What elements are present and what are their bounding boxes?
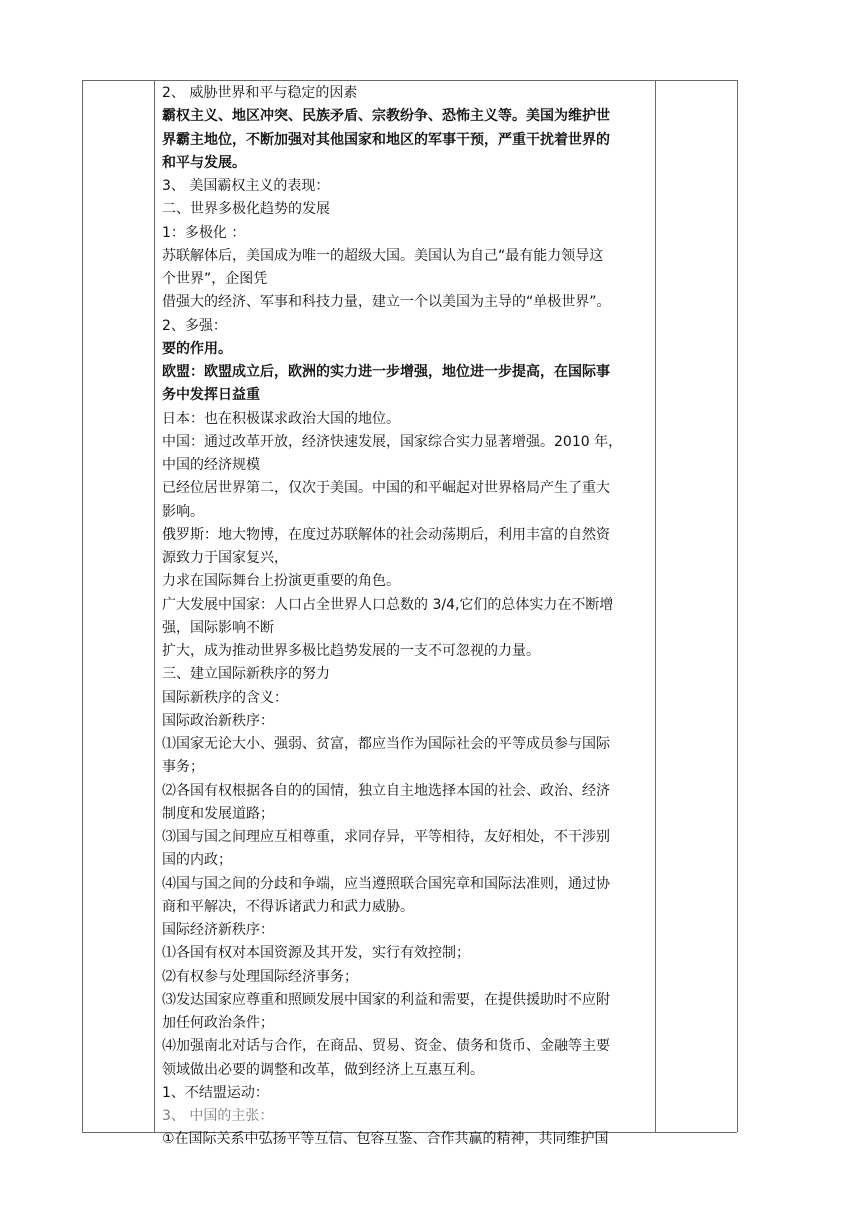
- text-line: 和平与发展。: [162, 154, 246, 171]
- text-line: ⑵各国有权根据各自的的国情，独立自主地选择本国的社会、政治、经济: [162, 782, 610, 799]
- text-line: 商和平解决，不得诉诸武力和武力威胁。: [162, 898, 414, 915]
- text-line: 制度和发展道路；: [162, 805, 274, 822]
- text-line: 国际政治新秩序：: [162, 712, 274, 729]
- text-line: 三、建立国际新秩序的努力: [162, 666, 330, 683]
- text-line: 国的内政；: [162, 852, 232, 869]
- text-line: 3、 中国的主张：: [162, 1108, 274, 1124]
- text-line: ①在国际关系中弘扬平等互信、包容互鉴、合作共赢的精神，共同维护国: [162, 1131, 609, 1148]
- text-line: 2、 威胁世界和平与稳定的因素: [162, 85, 358, 101]
- text-line: 源致力于国家复兴，: [162, 550, 288, 566]
- text-line: 影响。: [162, 503, 204, 520]
- text-line: ⑴各国有权对本国资源及其开发，实行有效控制；: [162, 945, 470, 962]
- text-line: 俄罗斯：地大物博，在度过苏联解体的社会动荡期后，利用丰富的自然资: [162, 526, 610, 543]
- text-line: 个世界”，企图凭: [162, 271, 268, 287]
- text-line: 3、 美国霸权主义的表现：: [162, 178, 330, 194]
- text-line: 领域做出必要的调整和改革，做到经济上互惠互利。: [162, 1061, 484, 1078]
- text-line: 欧盟：欧盟成立后，欧洲的实力进一步增强，地位进一步提高，在国际事: [162, 364, 610, 380]
- text-line: 要的作用。: [162, 340, 232, 357]
- text-line: 中国的经济规模: [162, 457, 260, 473]
- text-line: 广大发展中国家：人口占全世界人口总数的 3/4,它们的总体实力在不断增: [162, 596, 614, 613]
- text-line: 加任何政治条件；: [162, 1015, 274, 1031]
- table-content-cell: [162, 82, 650, 1152]
- text-line: ⑴国家无论大小、强弱、贫富，都应当作为国际社会的平等成员参与国际: [162, 736, 610, 752]
- text-line: 强，国际影响不断: [162, 619, 274, 636]
- text-line: 霸权主义、地区冲突、民族矛盾、宗教纷争、恐怖主义等。美国为维护世: [162, 108, 610, 125]
- table-top-border: [82, 80, 737, 81]
- text-line: ⑶发达国家应尊重和照顾发展中国家的利益和需要，在提供援助时不应附: [162, 991, 610, 1008]
- text-line: ⑷加强南北对话与合作，在商品、贸易、资金、债务和货币、金融等主要: [162, 1038, 610, 1055]
- text-line: 二、世界多极化趋势的发展: [162, 201, 330, 218]
- table-right-border: [737, 80, 738, 1132]
- text-line: ⑷国与国之间的分歧和争端，应当遵照联合国宪章和国际法准则，通过协: [162, 875, 610, 892]
- text-line: 中国：通过改革开放，经济快速发展，国家综合实力显著增强。2010 年，: [162, 433, 623, 450]
- text-line: 国际新秩序的含义：: [162, 689, 288, 706]
- text-line: 1、不结盟运动：: [162, 1084, 269, 1101]
- text-line: 苏联解体后，美国成为唯一的超级大国。美国认为自己“最有能力领导这: [162, 247, 604, 264]
- text-line: 借强大的经济、军事和科技力量，建立一个以美国为主导的“单极世界”。: [162, 294, 611, 311]
- text-line: 界霸主地位，不断加强对其他国家和地区的军事干预，严重干扰着世界的: [162, 131, 610, 148]
- text-line: 日本：也在积极谋求政治大国的地位。: [162, 410, 400, 427]
- text-line: 务中发挥日益重: [162, 387, 260, 404]
- text-line: ⑶国与国之间理应互相尊重，求同存异，平等相待，友好相处，不干涉别: [162, 829, 610, 845]
- text-line: 国际经济新秩序：: [162, 922, 274, 938]
- text-line: ⑵有权参与处理国际经济事务；: [162, 968, 358, 985]
- table-column-divider-2: [655, 80, 656, 1132]
- text-line: 1：多极化 ：: [162, 224, 246, 241]
- text-line: 力求在国际舞台上扮演更重要的角色。: [162, 573, 400, 590]
- table-left-border: [82, 80, 83, 1132]
- text-line: 2、多强：: [162, 317, 227, 334]
- text-line: 扩大，成为推动世界多极比趋势发展的一支不可忽视的力量。: [162, 643, 540, 659]
- table-column-divider-1: [154, 80, 155, 1132]
- text-line: 已经位居世界第二，仅次于美国。中国的和平崛起对世界格局产生了重大: [162, 480, 610, 497]
- text-line: 事务；: [162, 759, 204, 776]
